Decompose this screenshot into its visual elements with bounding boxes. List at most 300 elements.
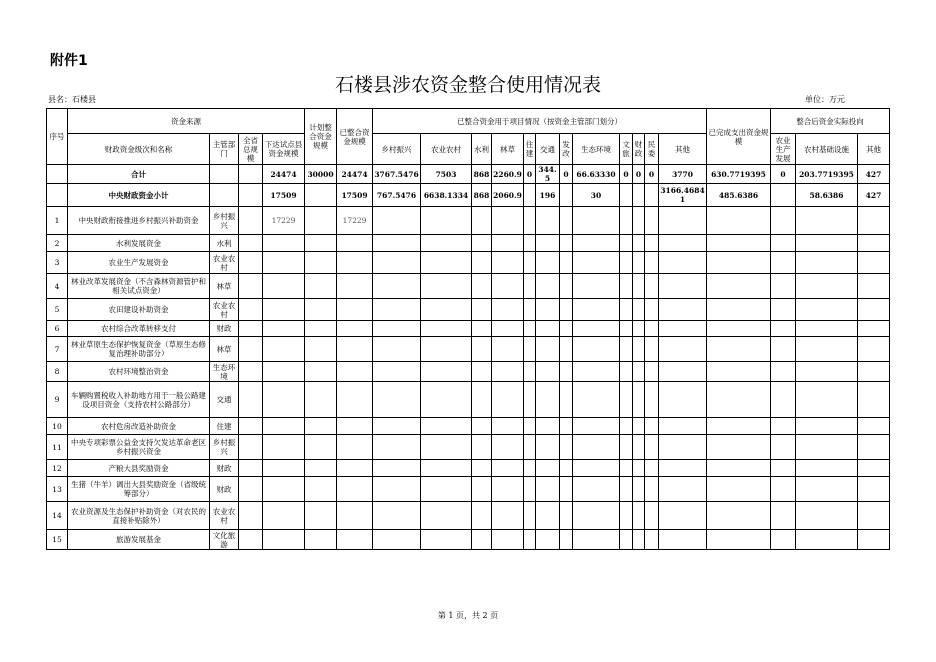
usage-cell [620, 252, 633, 274]
seq-cell: 11 [47, 435, 68, 460]
usage-cell [659, 235, 707, 252]
province-scale-cell [239, 435, 263, 460]
usage-cell [633, 321, 645, 337]
usage-cell [560, 321, 573, 337]
direction-cell: 203.7719395 [796, 165, 858, 184]
direction-cell [771, 337, 796, 362]
dept-cell: 农业农村 [210, 252, 239, 274]
dept-cell: 文化旅游 [210, 530, 239, 550]
direction-cell [771, 460, 796, 477]
direction-cell [858, 207, 890, 235]
direction-cell [858, 252, 890, 274]
seq-cell [47, 184, 68, 207]
usage-cell [620, 382, 633, 418]
seq-cell: 15 [47, 530, 68, 550]
usage-cell [421, 418, 472, 435]
fund-name-cell: 农业资源及生态保护补助资金（对农民的直接补贴除外） [68, 502, 210, 530]
usage-cell [524, 207, 536, 235]
seq-cell: 5 [47, 299, 68, 321]
usage-cell [645, 530, 659, 550]
completed-cell [707, 502, 771, 530]
usage-cell [373, 337, 421, 362]
seq-cell: 8 [47, 362, 68, 382]
direction-cell [796, 362, 858, 382]
planned-cell [305, 418, 337, 435]
usage-cell [492, 252, 524, 274]
usage-cell [492, 235, 524, 252]
usage-cell [492, 460, 524, 477]
usage-cell [472, 418, 492, 435]
integrated-cell [337, 502, 373, 530]
usage-cell [633, 235, 645, 252]
header-col: 其他 [659, 134, 707, 165]
usage-cell [524, 418, 536, 435]
header-direction-col: 其他 [858, 134, 890, 165]
integrated-cell [337, 477, 373, 502]
usage-cell [373, 530, 421, 550]
usage-cell [633, 299, 645, 321]
usage-cell [421, 382, 472, 418]
direction-cell [771, 382, 796, 418]
usage-cell [421, 530, 472, 550]
usage-cell [645, 435, 659, 460]
usage-cell [560, 477, 573, 502]
completed-cell [707, 477, 771, 502]
fund-name-cell: 旅游发展基金 [68, 530, 210, 550]
fund-name-cell: 中央财政衔接推进乡村振兴补助资金 [68, 207, 210, 235]
header-province-scale: 全省总规模 [239, 134, 263, 165]
usage-cell [620, 530, 633, 550]
dept-cell: 住建 [210, 418, 239, 435]
usage-cell [560, 502, 573, 530]
fund-name-cell: 农村综合改革转移支付 [68, 321, 210, 337]
header-col: 农业农村 [421, 134, 472, 165]
usage-cell [573, 502, 620, 530]
usage-cell [472, 321, 492, 337]
table-row [47, 207, 890, 235]
direction-cell [796, 418, 858, 435]
seq-cell: 7 [47, 337, 68, 362]
direction-cell [771, 435, 796, 460]
direction-cell [771, 502, 796, 530]
direction-cell: 58.6386 [796, 184, 858, 207]
usage-cell: 0 [645, 165, 659, 184]
county-scale-cell [263, 477, 305, 502]
usage-cell [472, 502, 492, 530]
usage-cell [659, 362, 707, 382]
usage-cell [421, 502, 472, 530]
table-row [47, 235, 890, 252]
province-scale-cell [239, 252, 263, 274]
integrated-cell [337, 460, 373, 477]
dept-cell: 财政 [210, 321, 239, 337]
direction-cell [771, 184, 796, 207]
province-scale-cell [239, 299, 263, 321]
direction-cell [771, 252, 796, 274]
usage-cell [620, 460, 633, 477]
province-scale-cell [239, 337, 263, 362]
direction-cell [858, 274, 890, 299]
usage-cell [645, 460, 659, 477]
direction-cell [858, 362, 890, 382]
usage-cell [645, 235, 659, 252]
direction-cell [771, 274, 796, 299]
usage-cell [373, 502, 421, 530]
fund-name-cell: 农田建设补助资金 [68, 299, 210, 321]
county-scale-cell [263, 382, 305, 418]
completed-cell [707, 235, 771, 252]
usage-cell [472, 274, 492, 299]
usage-cell [620, 207, 633, 235]
planned-cell [305, 207, 337, 235]
usage-cell [659, 460, 707, 477]
usage-cell [620, 362, 633, 382]
province-scale-cell [239, 382, 263, 418]
usage-cell [472, 382, 492, 418]
direction-cell [796, 321, 858, 337]
usage-cell [524, 382, 536, 418]
province-scale-cell [239, 530, 263, 550]
usage-cell [645, 382, 659, 418]
planned-cell [305, 435, 337, 460]
fund-name-cell: 中央财政资金小计 [68, 184, 210, 207]
usage-cell [524, 274, 536, 299]
header-col: 林草 [492, 134, 524, 165]
dept-cell: 交通 [210, 382, 239, 418]
usage-cell [560, 252, 573, 274]
usage-cell [373, 435, 421, 460]
usage-cell [573, 252, 620, 274]
usage-cell: 3770 [659, 165, 707, 184]
usage-cell: 0 [633, 165, 645, 184]
usage-cell [633, 418, 645, 435]
usage-cell [373, 252, 421, 274]
county-scale-cell [263, 362, 305, 382]
integrated-cell [337, 299, 373, 321]
header-source: 资金来源 [68, 109, 305, 134]
header-fund-name: 财政资金级次和名称 [68, 134, 210, 165]
usage-cell [620, 235, 633, 252]
province-scale-cell [239, 418, 263, 435]
usage-cell [472, 435, 492, 460]
dept-cell: 农业农村 [210, 299, 239, 321]
integrated-cell [337, 435, 373, 460]
planned-cell [305, 252, 337, 274]
dept-cell: 水利 [210, 235, 239, 252]
usage-cell [421, 362, 472, 382]
direction-cell [796, 235, 858, 252]
header-planned: 计划整合资金规模 [305, 109, 337, 165]
usage-cell [472, 530, 492, 550]
usage-cell [560, 235, 573, 252]
dept-cell [210, 165, 239, 184]
direction-cell [858, 435, 890, 460]
direction-cell [771, 477, 796, 502]
usage-cell [524, 235, 536, 252]
usage-cell [560, 274, 573, 299]
usage-cell [573, 207, 620, 235]
fund-name-cell: 产粮大县奖励资金 [68, 460, 210, 477]
direction-cell [796, 299, 858, 321]
usage-cell [633, 184, 645, 207]
usage-cell: 3767.5476 [373, 165, 421, 184]
usage-cell [536, 530, 560, 550]
header-seq: 序号 [47, 109, 68, 165]
dept-cell: 农业农村 [210, 502, 239, 530]
funds-table [46, 108, 890, 550]
county-scale-cell [263, 235, 305, 252]
usage-cell [573, 321, 620, 337]
usage-cell [421, 235, 472, 252]
county-scale-cell [263, 530, 305, 550]
usage-cell [659, 207, 707, 235]
completed-cell [707, 252, 771, 274]
usage-cell [472, 477, 492, 502]
province-scale-cell [239, 321, 263, 337]
header-col: 水利 [472, 134, 492, 165]
table-row [47, 321, 890, 337]
integrated-cell [337, 337, 373, 362]
fund-name-cell: 农村危房改造补助资金 [68, 418, 210, 435]
usage-cell [560, 530, 573, 550]
usage-cell [633, 207, 645, 235]
planned-cell [305, 362, 337, 382]
completed-cell [707, 207, 771, 235]
direction-cell [858, 460, 890, 477]
usage-cell: 767.5476 [373, 184, 421, 207]
header-col: 文旅 [620, 134, 633, 165]
planned-cell [305, 321, 337, 337]
usage-cell [560, 435, 573, 460]
direction-cell: 427 [858, 165, 890, 184]
usage-cell: 6638.1334 [421, 184, 472, 207]
usage-cell [524, 477, 536, 502]
usage-cell [645, 477, 659, 502]
usage-cell [492, 321, 524, 337]
completed-cell [707, 321, 771, 337]
usage-cell [373, 477, 421, 502]
usage-cell: 2060.9 [492, 184, 524, 207]
completed-cell [707, 274, 771, 299]
header-actual-direction: 整合后资金实际投向 [771, 109, 890, 134]
fund-name-cell: 水利发展资金 [68, 235, 210, 252]
county-scale-cell [263, 337, 305, 362]
dept-cell [210, 184, 239, 207]
table-row [47, 435, 890, 460]
usage-cell [524, 460, 536, 477]
completed-cell [707, 418, 771, 435]
usage-cell [421, 299, 472, 321]
table-row [47, 299, 890, 321]
usage-cell [492, 418, 524, 435]
usage-cell [620, 418, 633, 435]
usage-cell [645, 321, 659, 337]
usage-cell [492, 477, 524, 502]
usage-cell [421, 207, 472, 235]
direction-cell [858, 530, 890, 550]
fund-name-cell: 中央专项彩票公益金支持欠发达革命老区乡村振兴资金 [68, 435, 210, 460]
planned-cell [305, 337, 337, 362]
county-scale-cell [263, 418, 305, 435]
direction-cell [858, 477, 890, 502]
usage-cell [373, 274, 421, 299]
table-row [47, 274, 890, 299]
fund-name-cell: 车辆购置税收入补助地方用于一般公路建设项目资金（支持农村公路部分） [68, 382, 210, 418]
province-scale-cell [239, 235, 263, 252]
integrated-cell [337, 321, 373, 337]
completed-cell [707, 337, 771, 362]
usage-cell [560, 418, 573, 435]
usage-cell [373, 362, 421, 382]
usage-cell [524, 502, 536, 530]
table-row [47, 502, 890, 530]
direction-cell [796, 207, 858, 235]
seq-cell: 9 [47, 382, 68, 418]
header-dept: 主管部门 [210, 134, 239, 165]
integrated-cell [337, 418, 373, 435]
table-row [47, 460, 890, 477]
usage-cell [524, 321, 536, 337]
usage-cell [645, 418, 659, 435]
seq-cell: 13 [47, 477, 68, 502]
usage-cell [524, 435, 536, 460]
planned-cell: 30000 [305, 165, 337, 184]
usage-cell [373, 321, 421, 337]
province-scale-cell [239, 184, 263, 207]
usage-cell [421, 337, 472, 362]
county-scale-cell [263, 274, 305, 299]
usage-cell: 868 [472, 165, 492, 184]
usage-cell [620, 502, 633, 530]
usage-cell: 3166.46841 [659, 184, 707, 207]
header-col: 住建 [524, 134, 536, 165]
completed-cell: 485.6386 [707, 184, 771, 207]
usage-cell [573, 337, 620, 362]
usage-cell [524, 337, 536, 362]
usage-cell [560, 460, 573, 477]
header-completed: 已完成支出资金规模 [707, 109, 771, 165]
usage-cell [573, 418, 620, 435]
usage-cell [560, 184, 573, 207]
usage-cell [373, 299, 421, 321]
central-subtotal-row [47, 184, 890, 207]
integrated-cell [337, 274, 373, 299]
direction-cell [858, 321, 890, 337]
county-scale-cell: 17229 [263, 207, 305, 235]
header-col: 生态环境 [573, 134, 620, 165]
seq-cell: 10 [47, 418, 68, 435]
usage-cell [536, 252, 560, 274]
usage-cell [472, 299, 492, 321]
page-title: 石楼县涉农资金整合使用情况表 [334, 74, 601, 96]
table-row [47, 477, 890, 502]
usage-cell [573, 362, 620, 382]
seq-cell: 4 [47, 274, 68, 299]
integrated-cell [337, 252, 373, 274]
direction-cell [796, 252, 858, 274]
direction-cell: 0 [771, 165, 796, 184]
usage-cell [373, 418, 421, 435]
integrated-cell [337, 235, 373, 252]
dept-cell: 乡村振兴 [210, 207, 239, 235]
usage-cell [659, 382, 707, 418]
planned-cell [305, 477, 337, 502]
usage-cell [659, 252, 707, 274]
seq-cell: 1 [47, 207, 68, 235]
unit-label: 单位：万元 [805, 95, 845, 104]
county-scale-cell [263, 502, 305, 530]
usage-cell [645, 252, 659, 274]
province-scale-cell [239, 165, 263, 184]
usage-cell [645, 274, 659, 299]
usage-cell [373, 235, 421, 252]
direction-cell [858, 382, 890, 418]
usage-cell [536, 382, 560, 418]
header-col: 乡村振兴 [373, 134, 421, 165]
usage-cell [373, 382, 421, 418]
integrated-cell: 24474 [337, 165, 373, 184]
table-row [47, 252, 890, 274]
usage-cell: 66.63330 [573, 165, 620, 184]
usage-cell [620, 435, 633, 460]
usage-cell [620, 274, 633, 299]
dept-cell: 生态环境 [210, 362, 239, 382]
usage-cell [421, 460, 472, 477]
dept-cell: 财政 [210, 460, 239, 477]
usage-cell [633, 460, 645, 477]
usage-cell [633, 274, 645, 299]
usage-cell [536, 299, 560, 321]
usage-cell [645, 299, 659, 321]
direction-cell [796, 435, 858, 460]
usage-cell: 0 [524, 165, 536, 184]
seq-cell [47, 165, 68, 184]
integrated-cell [337, 530, 373, 550]
usage-cell [373, 460, 421, 477]
completed-cell [707, 460, 771, 477]
county-scale-cell [263, 252, 305, 274]
planned-cell [305, 502, 337, 530]
county-scale-cell [263, 299, 305, 321]
usage-cell [560, 362, 573, 382]
usage-cell: 344.5 [536, 165, 560, 184]
usage-cell [472, 235, 492, 252]
dept-cell: 乡村振兴 [210, 435, 239, 460]
completed-cell [707, 299, 771, 321]
usage-cell [573, 274, 620, 299]
usage-cell [472, 337, 492, 362]
usage-cell [492, 274, 524, 299]
direction-cell [858, 235, 890, 252]
direction-cell [796, 530, 858, 550]
fund-name-cell: 生猪（牛羊）调出大县奖励资金（省级统筹部分） [68, 477, 210, 502]
usage-cell [633, 362, 645, 382]
usage-cell [573, 477, 620, 502]
table-row [47, 418, 890, 435]
completed-cell [707, 362, 771, 382]
seq-cell: 12 [47, 460, 68, 477]
county-scale-cell [263, 460, 305, 477]
direction-cell [771, 321, 796, 337]
direction-cell [771, 530, 796, 550]
province-scale-cell [239, 502, 263, 530]
usage-cell [492, 435, 524, 460]
integrated-cell [337, 362, 373, 382]
table-row [47, 362, 890, 382]
usage-cell [492, 530, 524, 550]
table-row [47, 382, 890, 418]
usage-cell [659, 337, 707, 362]
